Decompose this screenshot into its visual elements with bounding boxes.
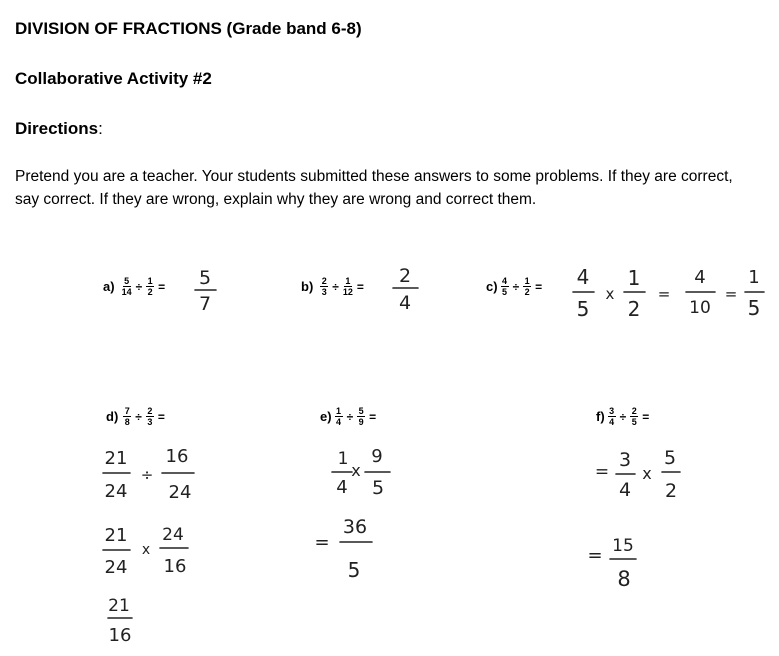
answer-denominator: 7 — [198, 293, 212, 315]
denominator: 5 — [502, 287, 508, 297]
problem-b-printed — [301, 276, 366, 297]
fraction — [523, 276, 531, 297]
equals-sign: = — [157, 409, 165, 424]
work-denominator: 5 — [747, 296, 761, 320]
equals-sign: = — [356, 279, 364, 294]
denominator: 4 — [609, 417, 615, 427]
numerator: 1 — [147, 276, 153, 286]
answer-denominator: 4 — [398, 292, 412, 314]
directions-label: Directions — [15, 119, 99, 138]
problem-f-work — [587, 440, 700, 600]
numerator: 3 — [609, 406, 615, 416]
work-numerator: 4 — [576, 265, 590, 289]
times-sign: x — [351, 461, 361, 480]
equals-sign: = — [642, 409, 650, 424]
equals-sign: = — [657, 285, 671, 303]
denominator: 3 — [321, 287, 327, 297]
work-denominator: 24 — [104, 481, 128, 502]
problem-c-work — [570, 263, 770, 323]
equals-sign: = — [587, 545, 603, 566]
problem-label: c) — [486, 279, 498, 294]
denominator: 12 — [342, 287, 353, 297]
work-numerator: 5 — [663, 447, 677, 469]
directions-colon: : — [98, 119, 103, 138]
problem-f-printed — [596, 406, 651, 427]
instructions-paragraph: Pretend you are a teacher. Your students submitted these answers to some problems. If they are correct, say correct. If they are wrong, explain why they are wrong and correct them. — [15, 168, 733, 208]
problem-a-printed — [103, 276, 167, 297]
denominator: 9 — [358, 417, 364, 427]
problem-b-answer — [388, 263, 422, 315]
numerator: 2 — [147, 406, 153, 416]
work-numerator: 21 — [104, 525, 128, 546]
problem-e-work — [310, 440, 420, 590]
divide-sign: ÷ — [135, 279, 143, 294]
work-denominator: 2 — [627, 297, 641, 321]
denominator: 5 — [631, 417, 637, 427]
work-denominator: 4 — [336, 477, 348, 498]
work-numerator: 1 — [748, 267, 760, 288]
divide-sign: ÷ — [135, 409, 142, 424]
fraction — [501, 276, 509, 297]
numerator: 1 — [524, 276, 530, 286]
equals-sign: = — [724, 285, 738, 303]
work-denominator: 24 — [168, 482, 192, 503]
equals-sign: = — [369, 409, 377, 424]
problem-d-printed — [106, 406, 167, 427]
problem-label: f) — [596, 409, 605, 424]
numerator: 1 — [345, 276, 351, 286]
equals-sign: = — [535, 279, 543, 294]
problem-c-printed — [486, 276, 544, 297]
numerator: 1 — [336, 406, 342, 416]
fraction — [357, 406, 365, 427]
work-denominator: 4 — [618, 479, 632, 501]
work-numerator: 21 — [108, 596, 130, 616]
answer-numerator: 2 — [398, 265, 412, 287]
work-numerator: 21 — [104, 448, 128, 469]
work-denominator: 5 — [576, 297, 590, 321]
work-denominator: 8 — [617, 567, 631, 591]
times-sign: x — [141, 542, 151, 558]
problem-d-work — [100, 442, 210, 652]
work-numerator: 36 — [342, 516, 368, 538]
equals-sign: = — [158, 279, 166, 294]
denominator: 2 — [524, 287, 530, 297]
divide-sign: ÷ — [619, 409, 627, 424]
problem-label: d) — [106, 409, 119, 424]
fraction — [122, 276, 132, 297]
work-denominator: 5 — [347, 558, 361, 582]
times-sign: x — [642, 464, 652, 483]
activity-subtitle: Collaborative Activity #2 — [15, 69, 212, 88]
problem-label: e) — [320, 409, 332, 424]
equals-sign: = — [314, 532, 330, 553]
work-numerator: 16 — [165, 446, 189, 467]
work-denominator: 10 — [689, 298, 711, 318]
work-numerator: 24 — [162, 525, 184, 545]
work-numerator: 15 — [612, 536, 634, 556]
fraction — [320, 276, 328, 297]
denominator: 2 — [147, 287, 153, 297]
equals-sign: = — [594, 462, 610, 482]
problem-label: a) — [103, 279, 115, 294]
divide-sign: ÷ — [140, 466, 154, 484]
fraction — [146, 406, 154, 427]
numerator: 4 — [502, 276, 508, 286]
fraction — [146, 276, 154, 297]
fraction — [630, 406, 638, 427]
fraction — [343, 276, 353, 297]
denominator: 4 — [336, 417, 342, 427]
denominator: 3 — [147, 417, 153, 427]
work-denominator: 2 — [664, 480, 678, 502]
fraction — [335, 406, 343, 427]
numerator: 5 — [124, 276, 130, 286]
problem-e-printed — [320, 406, 378, 427]
directions-heading — [15, 119, 103, 139]
numerator: 5 — [358, 406, 364, 416]
fraction — [123, 406, 131, 427]
page-title: DIVISION OF FRACTIONS (Grade band 6-8) — [15, 19, 362, 38]
work-numerator: 1 — [627, 266, 641, 290]
work-denominator: 16 — [163, 556, 187, 577]
work-numerator: 4 — [694, 267, 706, 288]
work-denominator: 24 — [104, 557, 128, 578]
work-numerator: 9 — [371, 446, 383, 467]
work-numerator: 1 — [337, 449, 349, 469]
divide-sign: ÷ — [346, 409, 354, 424]
work-denominator: 5 — [371, 477, 385, 499]
fraction — [608, 406, 616, 427]
divide-sign: ÷ — [332, 279, 339, 294]
numerator: 2 — [631, 406, 637, 416]
divide-sign: ÷ — [512, 279, 520, 294]
work-numerator: 3 — [618, 449, 632, 471]
denominator: 14 — [121, 287, 132, 297]
times-sign: x — [605, 285, 615, 303]
problem-label: b) — [301, 279, 314, 294]
numerator: 7 — [124, 406, 130, 416]
work-denominator: 16 — [108, 625, 132, 646]
denominator: 8 — [124, 417, 130, 427]
answer-numerator: 5 — [198, 267, 212, 289]
problem-a-answer — [190, 265, 220, 315]
numerator: 2 — [321, 276, 327, 286]
